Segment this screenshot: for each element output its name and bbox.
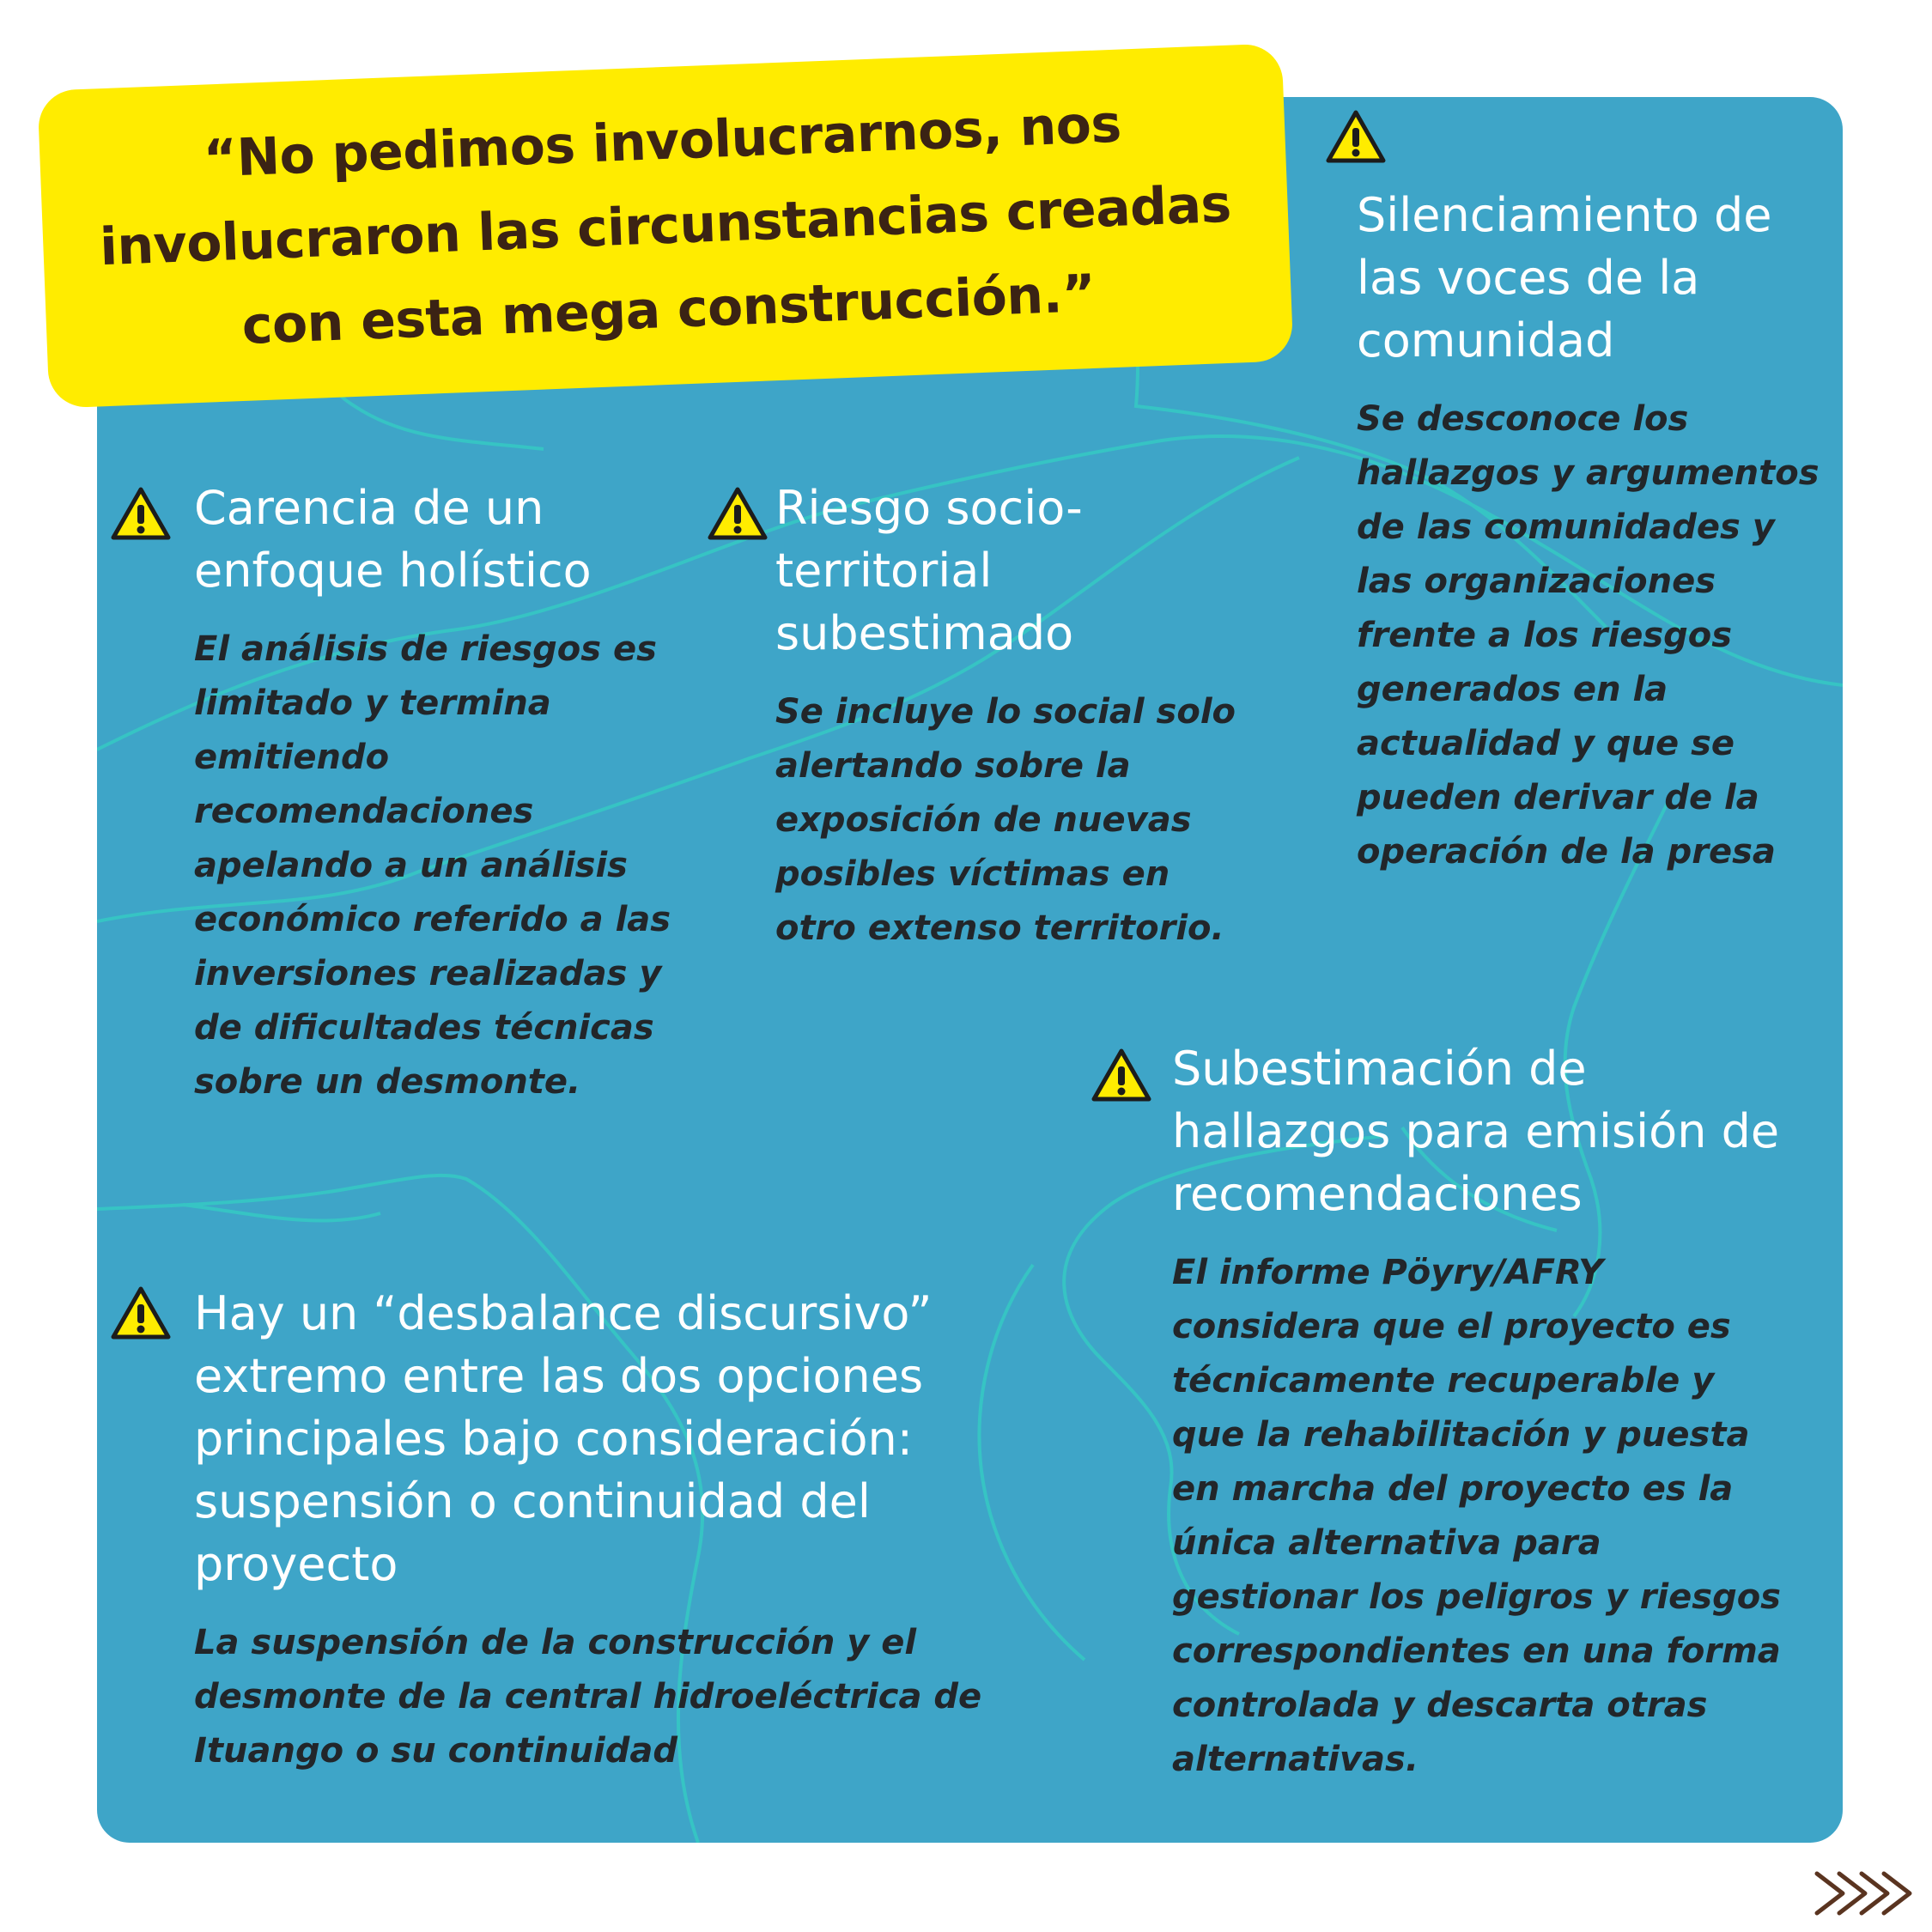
section-title: Subestimación de hallazgos para emisión de recomendaciones xyxy=(1172,1042,1780,1221)
warning-icon xyxy=(110,486,172,541)
section-text: El informe Pöyry/AFRY considera que el proyecto es técnicamente recuperable y que la rehabilitación y puesta en marcha del proyecto es la única alternativa para gestionar los peligros y riesgos correspondientes en una forma controlada y descarta otras alternativas. xyxy=(1172,1253,1781,1779)
section-text: La suspensión de la construcción y el desmonte de la central hidroeléctrica de Ituango o su continuidad xyxy=(194,1623,982,1771)
section-holistic xyxy=(194,477,675,1109)
section-title: Silenciamiento de las voces de la comunidad xyxy=(1357,188,1772,368)
section-title: Riesgo socio-territorial subestimado xyxy=(775,481,1083,660)
quote-banner xyxy=(37,43,1293,408)
section-text: Se desconoce los hallazgos y argumentos de las comunidades y las organizaciones frente a los riesgos generados en la actualidad y que se pueden derivar de la operación de la presa xyxy=(1357,399,1820,872)
quote-text: “No pedimos involucrarnos, nos involucraron las circunstancias creadas con esta mega construcción.” xyxy=(99,94,1232,356)
section-text: Se incluye lo social solo alertando sobre la exposición de nuevas posibles víctimas en otro extenso territorio. xyxy=(775,692,1236,948)
section-title: Carencia de un enfoque holístico xyxy=(194,481,592,598)
next-chevrons-icon[interactable] xyxy=(1814,1868,1915,1918)
section-imbalance xyxy=(194,1282,1018,1778)
warning-icon xyxy=(707,486,769,541)
warning-icon xyxy=(110,1285,172,1340)
section-text: El análisis de riesgos es limitado y termina emitiendo recomendaciones apelando a un análisis económico referido a las inversiones realizadas y de dificultades técnicas sobre un desmonte. xyxy=(194,629,671,1102)
warning-icon xyxy=(1325,109,1387,164)
section-title: Hay un “desbalance discursivo” extremo entre las dos opciones principales bajo consideración: suspensión o continuidad del proyecto xyxy=(194,1286,933,1591)
section-findings xyxy=(1172,1037,1790,1787)
section-socio-territorial xyxy=(775,477,1256,956)
warning-icon xyxy=(1091,1048,1152,1103)
section-silencing xyxy=(1357,184,1833,879)
